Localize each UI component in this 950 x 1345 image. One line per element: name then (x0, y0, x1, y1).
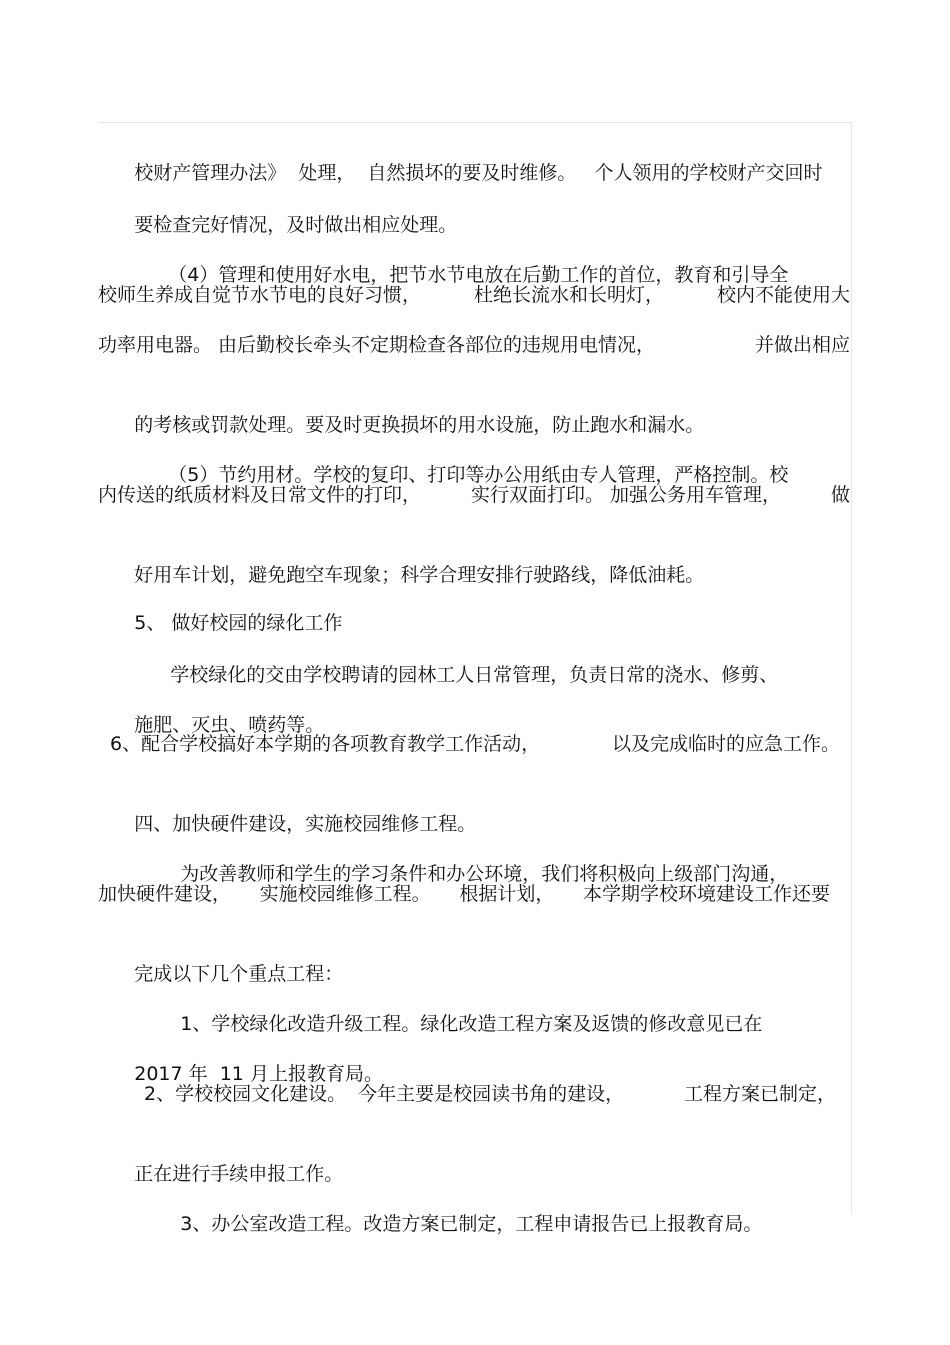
text-line (132, 430, 850, 486)
text-line (98, 879, 830, 909)
text-segment: 四、加快硬件建设，实施校园维修工程。 (134, 813, 477, 835)
text-segment: 杜绝长流水和长明灯， (473, 284, 664, 306)
text-segment: 要检查完好情况，及时做出相应处理。 (134, 214, 458, 236)
text-segment: 正在进行手续申报工作。 (134, 1163, 344, 1185)
text-line (98, 330, 850, 360)
text-line (132, 230, 850, 286)
text-segment: 1、学校绿化改造升级工程。绿化改造工程方案及返馈的修改意见已在 (180, 1013, 763, 1035)
text-line (98, 380, 850, 436)
text-segment: 实行双面打印。 加强公务用车管理， (470, 484, 782, 506)
text-line (98, 680, 850, 736)
text-segment: 工程方案已制定， (683, 1083, 836, 1105)
text-segment: 完成以下几个重点工程： (134, 963, 344, 985)
text-segment: 学校绿化的交由学校聘请的园林工人日常管理，负责日常的浇水、修剪、 (170, 664, 779, 686)
section-heading (98, 578, 850, 634)
text-line (98, 128, 850, 184)
section-heading (98, 779, 850, 835)
text-segment: 内传送的纸质材料及日常文件的打印， (98, 484, 422, 506)
text-line (144, 979, 850, 1035)
text-segment: 6、配合学校搞好本学期的各项教育教学工作活动， (110, 733, 541, 755)
text-line (144, 1079, 836, 1109)
text-segment: 为改善教师和学生的学习条件和办公环境，我们将积极向上级部门沟通， (180, 863, 789, 885)
text-segment: 以及完成临时的应急工作。 (611, 733, 840, 755)
text-segment: 根据计划， (459, 883, 555, 905)
text-segment: 的考核或罚款处理。要及时更换损坏的用水设施，防止跑水和漏水。 (134, 414, 705, 436)
text-segment: 实施校园维修工程。 (259, 883, 431, 905)
text-segment: 并做出相应 (754, 334, 850, 356)
text-segment: 本学期学校环境建设工作还要 (582, 883, 830, 905)
text-line (98, 530, 850, 586)
text-segment: 校师生养成自觉节水节电的良好习惯， (98, 284, 422, 306)
text-segment: 校内不能使用大 (716, 284, 850, 306)
text-segment: 功率用电器。 由后勤校长牵头不定期检查各部位的违规用电情况， (98, 334, 656, 356)
text-segment: 5、 做好校园的绿化工作 (134, 612, 343, 634)
text-line (144, 1179, 850, 1235)
text-line (98, 1029, 850, 1085)
text-line (98, 929, 850, 985)
text-segment: 做 (830, 484, 850, 506)
text-line (98, 180, 850, 236)
text-segment: 施肥、灭虫、喷药等。 (134, 714, 325, 736)
text-segment: 校财产管理办法》 处理， 自然损坏的要及时维修。 个人领用的学校财产交回时 (134, 162, 823, 184)
text-line (134, 630, 850, 686)
text-segment: 3、办公室改造工程。改造方案已制定，工程申请报告已上报教育局。 (180, 1213, 763, 1235)
text-segment: 加快硬件建设， (98, 883, 232, 905)
text-segment: 好用车计划，避免跑空车现象；科学合理安排行驶路线，降低油耗。 (134, 564, 705, 586)
text-segment: （5）节约用材。学校的复印、打印等办公用纸由专人管理，严格控制。校 (168, 464, 789, 486)
text-line (144, 829, 850, 885)
text-line (98, 1129, 850, 1185)
text-segment: 2017 年 11 月上报教育局。 (134, 1063, 383, 1085)
text-segment: （4）管理和使用好水电，把节水节电放在后勤工作的首位，教育和引导全 (168, 264, 789, 286)
text-line (98, 280, 850, 310)
text-line (98, 480, 850, 510)
text-segment: 2、学校校园文化建设。 今年主要是校园读书角的建设， (144, 1083, 625, 1105)
section-heading (110, 729, 840, 759)
